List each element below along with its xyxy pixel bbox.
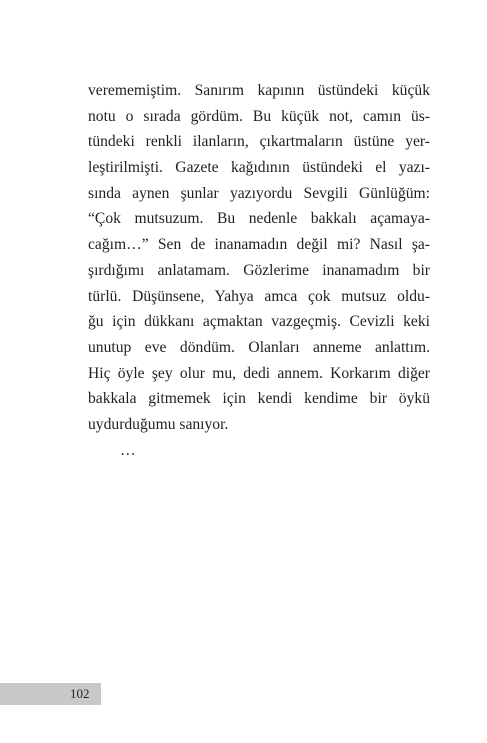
text-line: Hiç öyle şey olur mu, dedi annem. Korkarım diğer (88, 364, 430, 382)
text-line: uydurduğumu sanıyor. (88, 415, 229, 433)
body-text (88, 78, 430, 463)
text-line: “Çok mutsuzum. Bu nedenle bakkalı açamaya- (88, 210, 430, 228)
text-line: notu o sırada gördüm. Bu küçük not, camın üs- (88, 107, 430, 125)
page-number: 102 (70, 686, 90, 701)
text-line: cağım…” Sen de inanamadın değil mi? Nasıl şa- (88, 236, 430, 254)
text-line: sında aynen şunlar yazıyordu Sevgili Günlüğüm: (88, 184, 430, 202)
text-line: unutup eve döndüm. Olanları anneme anlattım. (88, 338, 430, 356)
text-line: leştirilmişti. Gazete kağıdının üstündeki el yazı- (88, 159, 430, 177)
text-line: tündeki renkli ilanların, çıkartmaların üstüne yer- (88, 133, 430, 151)
text-line: verememiştim. Sanırım kapının üstündeki küçük (88, 82, 430, 99)
text-line: bakkala gitmemek için kendi kendime bir öykü (88, 390, 430, 408)
text-line: ğu için dükkanı açmaktan vazgeçmiş. Cevizli keki (88, 313, 430, 331)
text-line: türlü. Düşünsene, Yahya amca çok mutsuz oldu- (88, 287, 430, 305)
ellipsis-mark: … (120, 441, 136, 459)
text-line: şırdığımı anlatamam. Gözlerime inanamadım bir (88, 261, 430, 279)
